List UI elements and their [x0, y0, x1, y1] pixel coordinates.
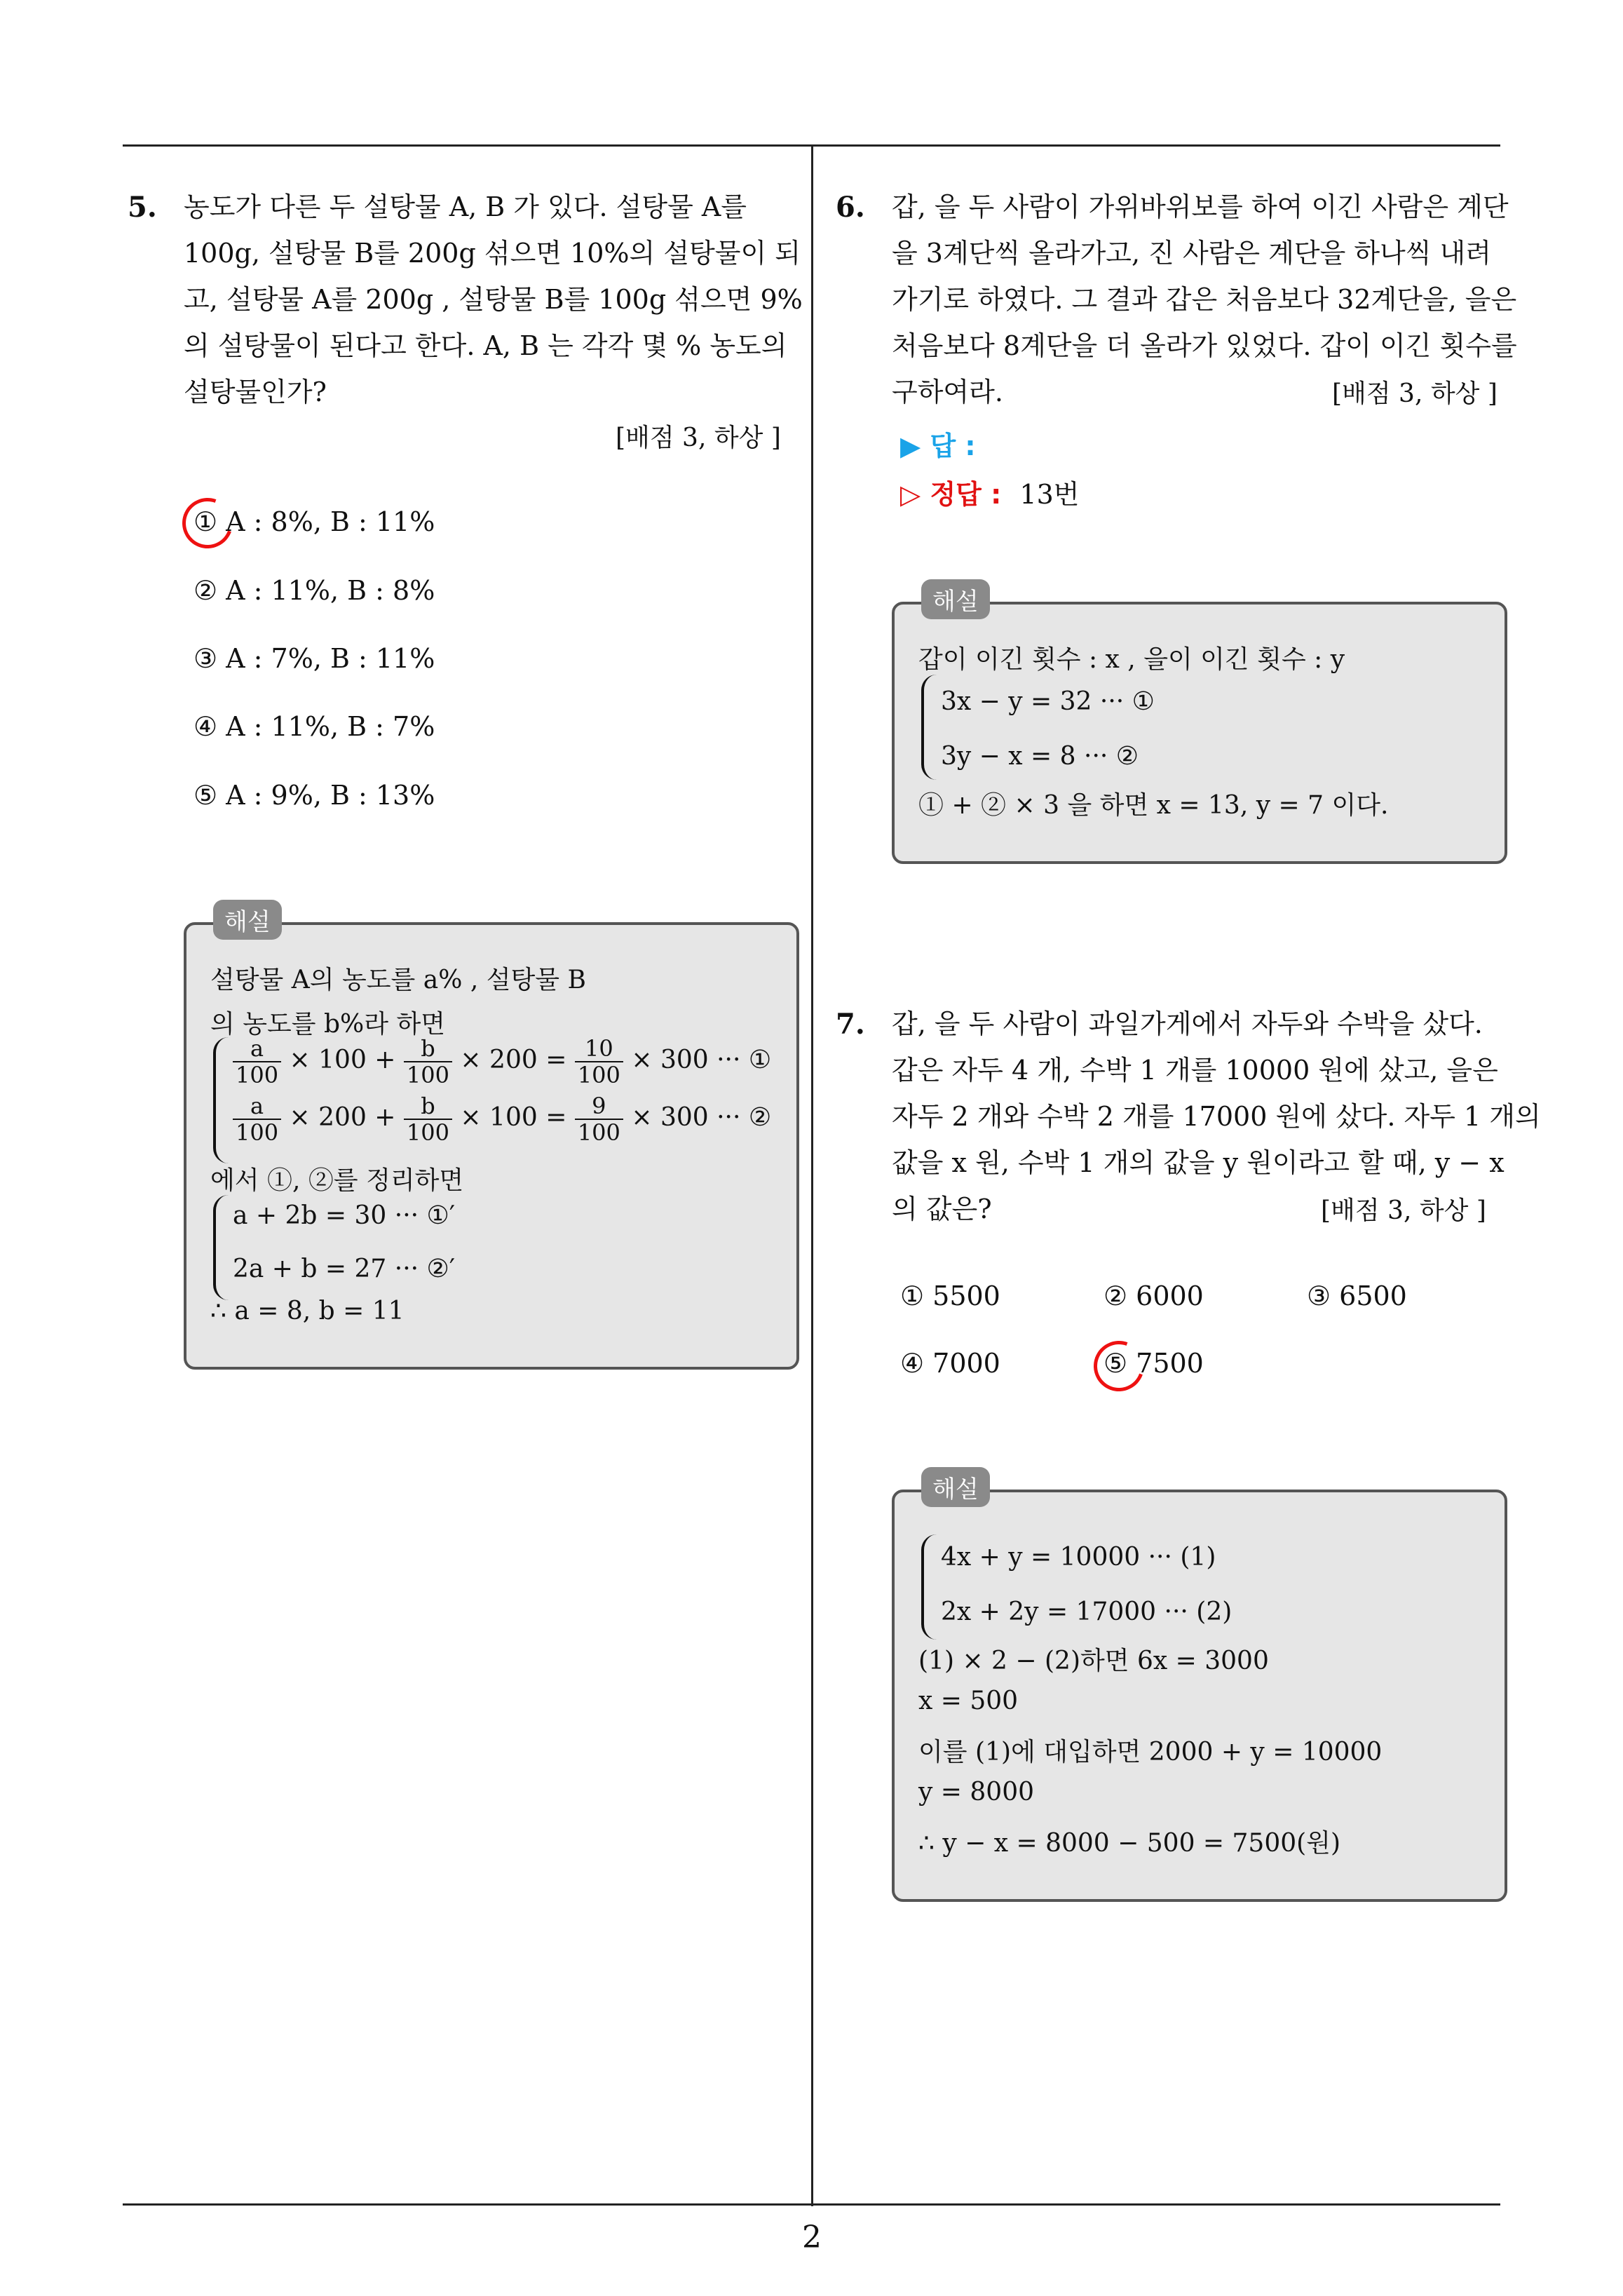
q7-choice-4[interactable]: ④ 7000	[900, 1348, 1000, 1379]
q6-line: 구하여라.	[892, 377, 1003, 407]
system-eq-1: a + 2b = 30 ··· ①′	[233, 1201, 455, 1230]
correct-value: 13번	[1019, 479, 1080, 510]
correct-label: ▷ 정답 :	[900, 479, 1002, 510]
q5-solution-box	[184, 908, 799, 1370]
system-eq-2: 3y − x = 8 ··· ②	[941, 742, 1139, 771]
solution-line: 이를 (1)에 대입하면 2000 + y = 10000	[918, 1738, 1383, 1767]
q7-line: 자두 2 개와 수박 2 개를 17000 원에 샀다. 자두 1 개의	[892, 1101, 1541, 1132]
q7-choice-2[interactable]: ② 6000	[1103, 1281, 1204, 1311]
q7-line: 값을 x 원, 수박 1 개의 값을 y 원이라고 할 때, y − x	[892, 1147, 1505, 1178]
system-eq-2: 2a + b = 27 ··· ②′	[233, 1255, 455, 1283]
solution-line: y = 8000	[918, 1778, 1035, 1807]
q5-number: 5.	[128, 191, 157, 224]
solution-line: x = 500	[918, 1687, 1019, 1715]
q7-number: 7.	[836, 1008, 865, 1041]
q5-score: [배점 3, 하상 ]	[616, 424, 781, 452]
solution-line: 에서 ①, ②를 정리하면	[210, 1166, 464, 1195]
q7-line: 갑은 자두 4 개, 수박 1 개를 10000 원에 샀고, 을은	[892, 1055, 1498, 1086]
system-brace	[213, 1195, 230, 1300]
solution-line: 설탕물 A의 농도를 a% , 설탕물 B	[210, 966, 586, 994]
system-brace	[921, 1534, 938, 1640]
q5-line: 설탕물인가?	[184, 377, 327, 407]
q7-line: 의 값은?	[892, 1194, 992, 1224]
system-eq-1: 3x − y = 32 ··· ①	[941, 687, 1155, 716]
solution-tag: 해설	[213, 900, 282, 940]
solution-result: ∴ a = 8, b = 11	[210, 1297, 405, 1325]
q6-score: [배점 3, 하상 ]	[1332, 379, 1498, 408]
q6-line: 갑, 을 두 사람이 가위바위보를 하여 이긴 사람은 계단	[892, 191, 1509, 222]
equation-brace	[213, 1037, 230, 1163]
q5-text	[184, 184, 801, 415]
solution-line: (1) × 2 − (2)하면 6x = 3000	[918, 1647, 1269, 1675]
q5-line: 고, 설탕물 A를 200g , 설탕물 B를 100g 섞으면 9%	[184, 284, 803, 315]
q6-correct-label	[900, 473, 1079, 511]
system-eq-2: 2x + 2y = 17000 ··· (2)	[941, 1598, 1232, 1626]
bottom-rule	[123, 2203, 1500, 2206]
equation-1: $\frac{a}{100}$ × 100 + $\frac{b}{100}$ × 200 = $\frac{10}{100}$ × 300 ··· ①	[233, 1036, 771, 1088]
solution-tag: 해설	[921, 579, 990, 619]
q6-number: 6.	[836, 191, 865, 224]
q5-choice-4[interactable]: ④ A : 11%, B : 7%	[193, 711, 435, 742]
q5-line: 의 설탕물이 된다고 한다. A, B 는 각각 몇 % 농도의	[184, 330, 787, 361]
solution-line: 갑이 이긴 횟수 : x , 을이 이긴 횟수 : y	[918, 645, 1345, 674]
q6-line: 을 3계단씩 올라가고, 진 사람은 계단을 하나씩 내려	[892, 238, 1491, 269]
q7-choice-5[interactable]: ⑤ 7500	[1103, 1348, 1204, 1379]
system-brace	[921, 675, 938, 780]
q7-score: [배점 3, 하상 ]	[1321, 1196, 1486, 1225]
solution-tag: 해설	[921, 1467, 990, 1507]
q6-line: 처음보다 8계단을 더 올라가 있었다. 갑이 이긴 횟수를	[892, 330, 1517, 361]
q7-choice-1[interactable]: ① 5500	[900, 1281, 1000, 1311]
q5-line: 100g, 설탕물 B를 200g 섞으면 10%의 설탕물이 되	[184, 238, 801, 269]
solution-result: ∴ y − x = 8000 − 500 = 7500(원)	[918, 1829, 1341, 1858]
q5-choice-2[interactable]: ② A : 11%, B : 8%	[193, 575, 435, 606]
q5-choice-3[interactable]: ③ A : 7%, B : 11%	[193, 643, 435, 674]
solution-line: 의 농도를 b%라 하면	[210, 1010, 446, 1039]
page-number: 2	[802, 2220, 822, 2255]
solution-line: ① + ② × 3 을 하면 x = 13, y = 7 이다.	[918, 791, 1389, 820]
q5-line: 농도가 다른 두 설탕물 A, B 가 있다. 설탕물 A를	[184, 191, 747, 222]
q6-solution-box	[892, 588, 1507, 864]
q5-choice-5[interactable]: ⑤ A : 9%, B : 13%	[193, 780, 435, 811]
q6-answer-label: ▶ 답 :	[900, 431, 976, 461]
column-divider	[811, 144, 813, 2206]
q5-choice-1[interactable]: ① A : 8%, B : 11%	[193, 506, 435, 537]
equation-2: $\frac{a}{100}$ × 200 + $\frac{b}{100}$ × 100 = $\frac{9}{100}$ × 300 ··· ②	[233, 1093, 771, 1145]
q7-solution-box	[892, 1475, 1507, 1902]
q7-line: 갑, 을 두 사람이 과일가게에서 자두와 수박을 샀다.	[892, 1008, 1483, 1039]
q6-line: 가기로 하였다. 그 결과 갑은 처음보다 32계단을, 을은	[892, 284, 1517, 315]
q7-choice-3[interactable]: ③ 6500	[1307, 1281, 1407, 1311]
system-eq-1: 4x + y = 10000 ··· (1)	[941, 1543, 1216, 1572]
